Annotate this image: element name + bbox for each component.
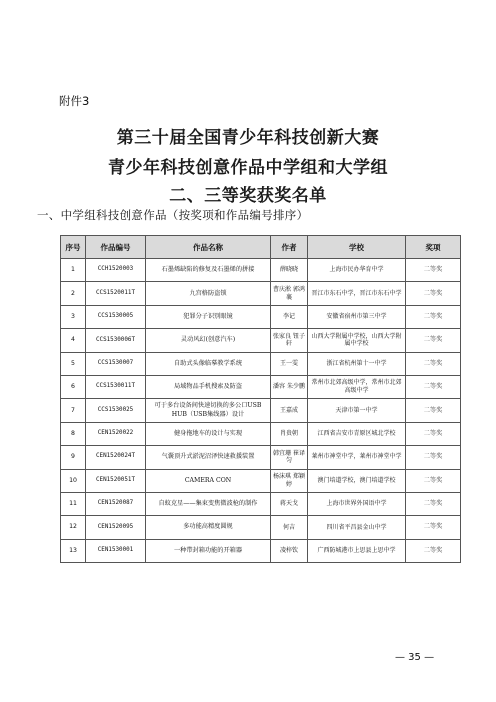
cell-author: 杨沫琪 郑颖婷 xyxy=(271,469,308,492)
title-line-1: 第三十届全国青少年科技创新大赛 xyxy=(116,128,380,148)
cell-author: 肖贵朝 xyxy=(271,422,308,445)
cell-name: CAMERA CON xyxy=(146,469,271,492)
cell-index: 4 xyxy=(61,329,86,352)
cell-index: 13 xyxy=(61,539,86,562)
cell-code: CEN1530001 xyxy=(86,539,146,562)
header-name: 作品名称 xyxy=(146,236,271,259)
cell-award: 二等奖 xyxy=(406,329,461,352)
cell-award: 二等奖 xyxy=(406,282,461,305)
cell-code: CCS1530025 xyxy=(86,399,146,422)
cell-award: 二等奖 xyxy=(406,352,461,375)
cell-school: 安徽省宿州市第三中学 xyxy=(308,305,406,328)
cell-index: 3 xyxy=(61,305,86,328)
cell-author: 韩宜珊 崔译匀 xyxy=(271,446,308,469)
cell-award: 二等奖 xyxy=(406,259,461,282)
cell-name: 一种带封箱功能的开箱器 xyxy=(146,539,271,562)
cell-code: CEN1520051T xyxy=(86,469,146,492)
cell-code: CCS1530007 xyxy=(86,352,146,375)
cell-code: CCS1530005 xyxy=(86,305,146,328)
cell-award: 二等奖 xyxy=(406,446,461,469)
table-row xyxy=(61,492,461,515)
cell-school: 上海市世界外国语中学 xyxy=(308,492,406,515)
awards-table xyxy=(60,235,461,563)
cell-award: 二等奖 xyxy=(406,422,461,445)
cell-code: CCS1520011T xyxy=(86,282,146,305)
cell-index: 5 xyxy=(61,352,86,375)
table-row xyxy=(61,446,461,469)
cell-name: 石墨烯缺陷的修复及石墨烯的拼接 xyxy=(146,259,271,282)
cell-school: 澳门培道学校，澳门培道学校 xyxy=(308,469,406,492)
table-row xyxy=(61,375,461,398)
cell-author: 潘容 朱少鹏 xyxy=(271,375,308,398)
cell-award: 二等奖 xyxy=(406,492,461,515)
title-line-2: 青少年科技创意作品中学组和大学组 xyxy=(108,158,388,178)
cell-name: 多功能高精度圆规 xyxy=(146,516,271,539)
cell-name: 可于多台设备间快速切换的多公口USB HUB（USB集线器）设计 xyxy=(146,399,271,422)
cell-index: 10 xyxy=(61,469,86,492)
cell-name: 自助式头像临摹教学系统 xyxy=(146,352,271,375)
cell-index: 7 xyxy=(61,399,86,422)
cell-author: 王嘉成 xyxy=(271,399,308,422)
cell-award: 二等奖 xyxy=(406,469,461,492)
cell-author: 张家良 钮子轩 xyxy=(271,329,308,352)
cell-author: 王一雯 xyxy=(271,352,308,375)
cell-author: 曹庆淞 郭鸿襄 xyxy=(271,282,308,305)
cell-school: 晋江市东石中学，晋江市东石中学 xyxy=(308,282,406,305)
cell-award: 二等奖 xyxy=(406,305,461,328)
cell-name: 气囊顶升式淤泥沼泽快速救援装置 xyxy=(146,446,271,469)
cell-author: 凌梓钦 xyxy=(271,539,308,562)
annex-label: 附件3 xyxy=(59,94,90,108)
cell-name: 灵动风幻(创意汽车) xyxy=(146,329,271,352)
cell-code: CCS1530011T xyxy=(86,375,146,398)
table-row xyxy=(61,352,461,375)
table-row xyxy=(61,259,461,282)
section-heading: 一、中学组科技创意作品（按奖项和作品编号排序） xyxy=(37,208,309,222)
cell-index: 6 xyxy=(61,375,86,398)
cell-author: 何吉 xyxy=(271,516,308,539)
cell-name: 九宫格防盗锁 xyxy=(146,282,271,305)
cell-index: 11 xyxy=(61,492,86,515)
table-row xyxy=(61,516,461,539)
cell-school: 天津市第一中学 xyxy=(308,399,406,422)
cell-award: 二等奖 xyxy=(406,399,461,422)
cell-code: CEN1520087 xyxy=(86,492,146,515)
cell-index: 1 xyxy=(61,259,86,282)
header-code: 作品编号 xyxy=(86,236,146,259)
cell-author: 李记 xyxy=(271,305,308,328)
table-row xyxy=(61,329,461,352)
cell-school: 山西大学附属中学校，山西大学附属中学校 xyxy=(308,329,406,352)
table-header-row xyxy=(61,236,461,259)
cell-school: 江西省吉安市青原区城北学校 xyxy=(308,422,406,445)
header-author: 作者 xyxy=(271,236,308,259)
cell-author: 薛晓晓 xyxy=(271,259,308,282)
cell-code: CEN1520022 xyxy=(86,422,146,445)
cell-code: CCH1520003 xyxy=(86,259,146,282)
cell-index: 9 xyxy=(61,446,86,469)
cell-code: CEN1520024T xyxy=(86,446,146,469)
table-row xyxy=(61,539,461,562)
table-row xyxy=(61,282,461,305)
cell-name: 健身拖地车的设计与实现 xyxy=(146,422,271,445)
cell-index: 12 xyxy=(61,516,86,539)
cell-name: 犯罪分子识别眼镜 xyxy=(146,305,271,328)
table-row xyxy=(61,422,461,445)
header-award: 奖项 xyxy=(406,236,461,259)
cell-name: 局域物品手机搜索及防盗 xyxy=(146,375,271,398)
cell-school: 常州市北郊高级中学，常州市北郊高级中学 xyxy=(308,375,406,398)
cell-award: 二等奖 xyxy=(406,516,461,539)
cell-index: 8 xyxy=(61,422,86,445)
header-index: 序号 xyxy=(61,236,86,259)
cell-school: 广西防城港市上思县上思中学 xyxy=(308,539,406,562)
cell-school: 四川省平昌县金山中学 xyxy=(308,516,406,539)
cell-award: 二等奖 xyxy=(406,539,461,562)
cell-school: 上海市民办华育中学 xyxy=(308,259,406,282)
table-row xyxy=(61,399,461,422)
table-row xyxy=(61,469,461,492)
table-row xyxy=(61,305,461,328)
cell-code: CEN1520095 xyxy=(86,516,146,539)
page-number: — 35 — xyxy=(395,652,435,663)
cell-award: 二等奖 xyxy=(406,375,461,398)
cell-school: 浙江省杭州第十一中学 xyxy=(308,352,406,375)
cell-code: CCS1530006T xyxy=(86,329,146,352)
cell-author: 蒋天戈 xyxy=(271,492,308,515)
title-line-3: 二、三等奖获奖名单 xyxy=(169,186,327,206)
header-school: 学校 xyxy=(308,236,406,259)
cell-name: 自蚊克星——集束变焦微波枪的制作 xyxy=(146,492,271,515)
cell-index: 2 xyxy=(61,282,86,305)
cell-school: 莱州市神堂中学，莱州市神堂中学 xyxy=(308,446,406,469)
